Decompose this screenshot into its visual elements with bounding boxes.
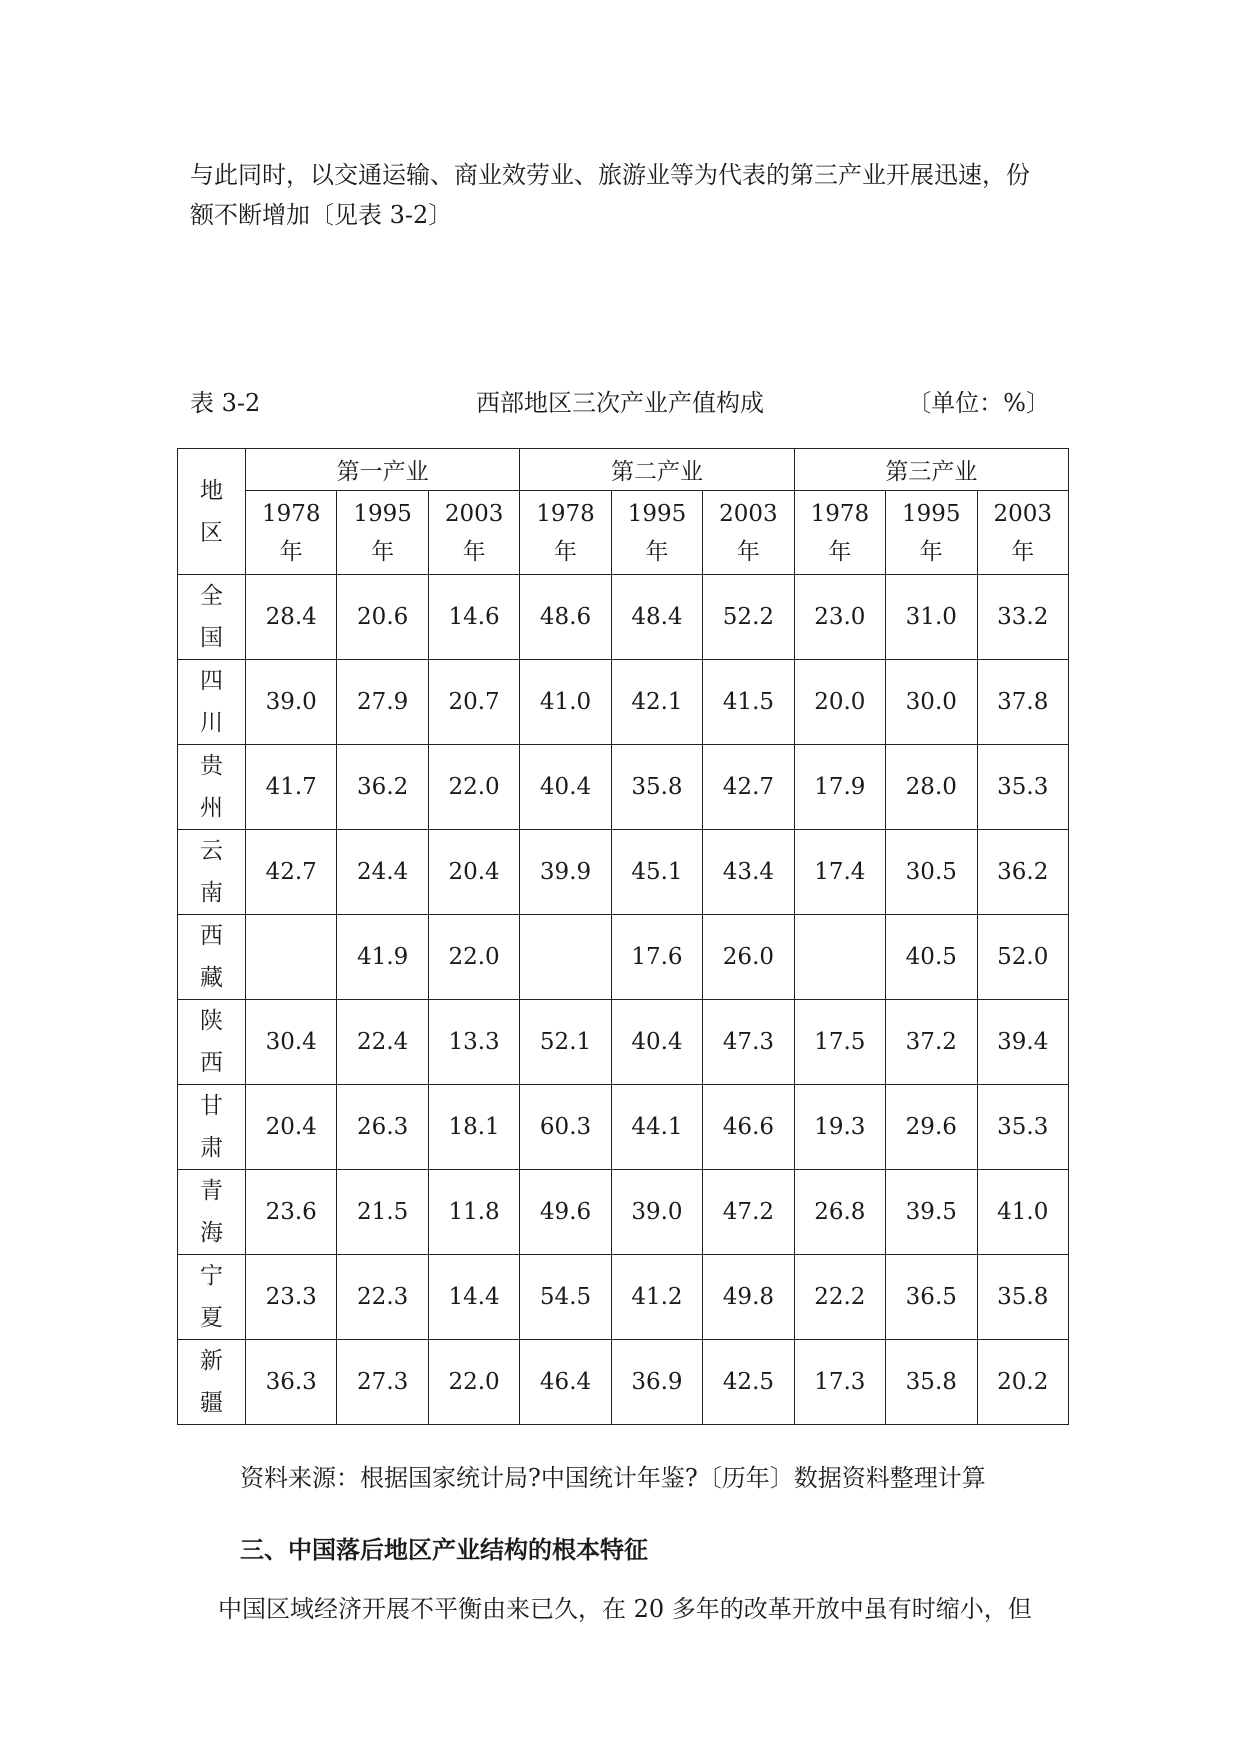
year-number: 1995 — [353, 500, 412, 527]
region-cell — [178, 830, 246, 915]
value-cell: 39.0 — [246, 660, 337, 745]
value-cell: 30.4 — [246, 1000, 337, 1085]
region-cell — [178, 575, 246, 660]
region-cell — [178, 1255, 246, 1340]
group-header-row — [178, 449, 1069, 491]
value-cell: 26.3 — [337, 1085, 428, 1170]
value-cell: 20.6 — [337, 575, 428, 660]
value-cell: 35.3 — [977, 745, 1069, 830]
value-cell: 35.8 — [886, 1340, 977, 1425]
year-number: 2003 — [993, 500, 1053, 527]
table-row — [178, 745, 1069, 830]
value-cell: 49.6 — [520, 1170, 611, 1255]
year-header-cell — [246, 491, 337, 575]
year-number: 1995 — [627, 500, 687, 527]
value-cell: 60.3 — [520, 1085, 611, 1170]
value-cell: 19.3 — [794, 1085, 885, 1170]
value-cell: 52.0 — [977, 915, 1069, 1000]
value-cell: 22.2 — [794, 1255, 885, 1340]
value-cell: 23.0 — [794, 575, 885, 660]
value-cell: 48.4 — [611, 575, 702, 660]
region-cell — [178, 1170, 246, 1255]
value-cell: 35.8 — [977, 1255, 1069, 1340]
table-row — [178, 830, 1069, 915]
region-char: 州 — [200, 795, 223, 821]
value-cell — [520, 915, 611, 1000]
year-header-cell — [703, 491, 794, 575]
table-body — [178, 575, 1069, 1425]
value-cell: 39.0 — [611, 1170, 702, 1255]
intro-line-1: 与此同时，以交通运输、商业效劳业、旅游业等为代表的第三产业开展迅速，份 — [190, 161, 1030, 189]
region-char: 川 — [200, 710, 223, 736]
value-cell — [246, 915, 337, 1000]
value-cell: 27.9 — [337, 660, 428, 745]
year-header-row — [178, 491, 1069, 575]
region-char: 青 — [200, 1178, 223, 1204]
year-header-cell — [977, 491, 1069, 575]
value-cell: 20.0 — [794, 660, 885, 745]
region-header-char: 区 — [200, 519, 223, 546]
value-cell: 37.2 — [886, 1000, 977, 1085]
year-number: 1978 — [810, 500, 870, 527]
value-cell: 35.3 — [977, 1085, 1069, 1170]
value-cell: 22.3 — [337, 1255, 428, 1340]
value-cell: 41.7 — [246, 745, 337, 830]
region-char: 西 — [200, 1050, 223, 1076]
value-cell: 17.3 — [794, 1340, 885, 1425]
year-suffix: 年 — [279, 538, 303, 565]
region-char: 西 — [200, 923, 223, 949]
region-char: 藏 — [200, 965, 223, 991]
value-cell: 37.8 — [977, 660, 1069, 745]
value-cell: 47.2 — [703, 1170, 794, 1255]
region-char: 新 — [200, 1348, 223, 1374]
value-cell: 17.9 — [794, 745, 885, 830]
value-cell: 54.5 — [520, 1255, 611, 1340]
value-cell: 17.5 — [794, 1000, 885, 1085]
value-cell: 20.7 — [428, 660, 519, 745]
year-header-cell — [886, 491, 977, 575]
year-suffix: 年 — [554, 538, 578, 565]
value-cell: 52.2 — [703, 575, 794, 660]
table-row — [178, 1340, 1069, 1425]
value-cell: 20.4 — [428, 830, 519, 915]
group-header-primary: 第一产业 — [246, 449, 520, 491]
source-note: 资料来源：根据国家统计局?中国统计年鉴?〔历年〕数据资料整理计算 — [240, 1464, 986, 1492]
value-cell: 14.6 — [428, 575, 519, 660]
value-cell: 24.4 — [337, 830, 428, 915]
year-suffix: 年 — [919, 538, 943, 565]
region-cell — [178, 745, 246, 830]
region-char: 全 — [200, 583, 223, 609]
value-cell: 36.3 — [246, 1340, 337, 1425]
section-body: 中国区域经济开展不平衡由来已久，在 20 多年的改革开放中虽有时缩小，但 — [218, 1595, 1032, 1623]
region-char: 陕 — [200, 1008, 223, 1034]
value-cell: 13.3 — [428, 1000, 519, 1085]
value-cell: 39.5 — [886, 1170, 977, 1255]
section-heading: 三、中国落后地区产业结构的根本特征 — [240, 1535, 648, 1564]
region-cell — [178, 1340, 246, 1425]
value-cell: 14.4 — [428, 1255, 519, 1340]
table-row — [178, 1255, 1069, 1340]
year-suffix: 年 — [371, 538, 395, 565]
region-char: 海 — [200, 1220, 223, 1246]
region-char: 甘 — [200, 1093, 223, 1119]
value-cell: 41.2 — [611, 1255, 702, 1340]
table-row — [178, 1085, 1069, 1170]
table-row — [178, 1170, 1069, 1255]
value-cell: 39.9 — [520, 830, 611, 915]
value-cell: 30.0 — [886, 660, 977, 745]
region-char: 肃 — [200, 1135, 223, 1161]
value-cell: 39.4 — [977, 1000, 1069, 1085]
value-cell: 41.5 — [703, 660, 794, 745]
year-header-cell — [611, 491, 702, 575]
year-number: 2003 — [719, 500, 778, 527]
value-cell: 22.0 — [428, 1340, 519, 1425]
value-cell: 29.6 — [886, 1085, 977, 1170]
value-cell — [794, 915, 885, 1000]
year-number: 1995 — [902, 500, 961, 527]
region-header-cell — [178, 449, 246, 575]
group-header-secondary: 第二产业 — [520, 449, 794, 491]
value-cell: 46.6 — [703, 1085, 794, 1170]
value-cell: 36.2 — [337, 745, 428, 830]
value-cell: 42.5 — [703, 1340, 794, 1425]
value-cell: 28.0 — [886, 745, 977, 830]
value-cell: 31.0 — [886, 575, 977, 660]
region-char: 疆 — [200, 1390, 223, 1416]
year-suffix: 年 — [828, 538, 852, 565]
table-row — [178, 660, 1069, 745]
region-char: 南 — [200, 880, 223, 906]
value-cell: 22.4 — [337, 1000, 428, 1085]
value-cell: 41.0 — [977, 1170, 1069, 1255]
value-cell: 36.5 — [886, 1255, 977, 1340]
year-header-cell — [794, 491, 885, 575]
value-cell: 17.6 — [611, 915, 702, 1000]
group-header-tertiary: 第三产业 — [794, 449, 1068, 491]
value-cell: 52.1 — [520, 1000, 611, 1085]
value-cell: 23.3 — [246, 1255, 337, 1340]
value-cell: 45.1 — [611, 830, 702, 915]
intro-paragraph — [190, 155, 1070, 235]
year-number: 2003 — [444, 500, 504, 527]
region-cell — [178, 1000, 246, 1085]
region-char: 贵 — [200, 753, 223, 779]
value-cell: 17.4 — [794, 830, 885, 915]
year-suffix: 年 — [736, 538, 760, 565]
value-cell: 30.5 — [886, 830, 977, 915]
table-caption — [190, 383, 1050, 417]
value-cell: 28.4 — [246, 575, 337, 660]
region-char: 国 — [200, 625, 223, 651]
value-cell: 23.6 — [246, 1170, 337, 1255]
table-unit: 〔单位：%〕 — [907, 389, 1050, 417]
value-cell: 42.7 — [246, 830, 337, 915]
value-cell: 20.2 — [977, 1340, 1069, 1425]
value-cell: 40.4 — [611, 1000, 702, 1085]
value-cell: 18.1 — [428, 1085, 519, 1170]
value-cell: 43.4 — [703, 830, 794, 915]
table-title: 西部地区三次产业产值构成 — [476, 389, 764, 417]
table-row — [178, 915, 1069, 1000]
value-cell: 40.5 — [886, 915, 977, 1000]
value-cell: 22.0 — [428, 915, 519, 1000]
year-suffix: 年 — [462, 538, 486, 565]
value-cell: 49.8 — [703, 1255, 794, 1340]
table-row — [178, 1000, 1069, 1085]
region-char: 云 — [200, 838, 223, 864]
value-cell: 48.6 — [520, 575, 611, 660]
region-char: 四 — [200, 668, 223, 694]
value-cell: 47.3 — [703, 1000, 794, 1085]
year-header-cell — [337, 491, 428, 575]
industry-structure-table — [177, 448, 1069, 1425]
region-char: 夏 — [200, 1305, 223, 1331]
region-cell — [178, 1085, 246, 1170]
value-cell: 26.0 — [703, 915, 794, 1000]
value-cell: 41.0 — [520, 660, 611, 745]
region-header-char: 地 — [200, 477, 223, 504]
value-cell: 42.1 — [611, 660, 702, 745]
region-char: 宁 — [200, 1263, 223, 1289]
value-cell: 11.8 — [428, 1170, 519, 1255]
value-cell: 40.4 — [520, 745, 611, 830]
year-suffix: 年 — [1011, 538, 1035, 565]
year-number: 1978 — [261, 500, 321, 527]
value-cell: 41.9 — [337, 915, 428, 1000]
value-cell: 35.8 — [611, 745, 702, 830]
region-cell — [178, 660, 246, 745]
region-cell — [178, 915, 246, 1000]
year-header-cell — [520, 491, 611, 575]
value-cell: 36.2 — [977, 830, 1069, 915]
year-number: 1978 — [536, 500, 595, 527]
value-cell: 33.2 — [977, 575, 1069, 660]
year-suffix: 年 — [645, 538, 669, 565]
table-row — [178, 575, 1069, 660]
value-cell: 27.3 — [337, 1340, 428, 1425]
value-cell: 22.0 — [428, 745, 519, 830]
year-header-cell — [428, 491, 519, 575]
value-cell: 36.9 — [611, 1340, 702, 1425]
value-cell: 26.8 — [794, 1170, 885, 1255]
table-label: 表 3-2 — [190, 389, 261, 417]
value-cell: 21.5 — [337, 1170, 428, 1255]
value-cell: 46.4 — [520, 1340, 611, 1425]
value-cell: 42.7 — [703, 745, 794, 830]
intro-line-2: 额不断增加〔见表 3-2〕 — [190, 201, 453, 229]
value-cell: 44.1 — [611, 1085, 702, 1170]
value-cell: 20.4 — [246, 1085, 337, 1170]
